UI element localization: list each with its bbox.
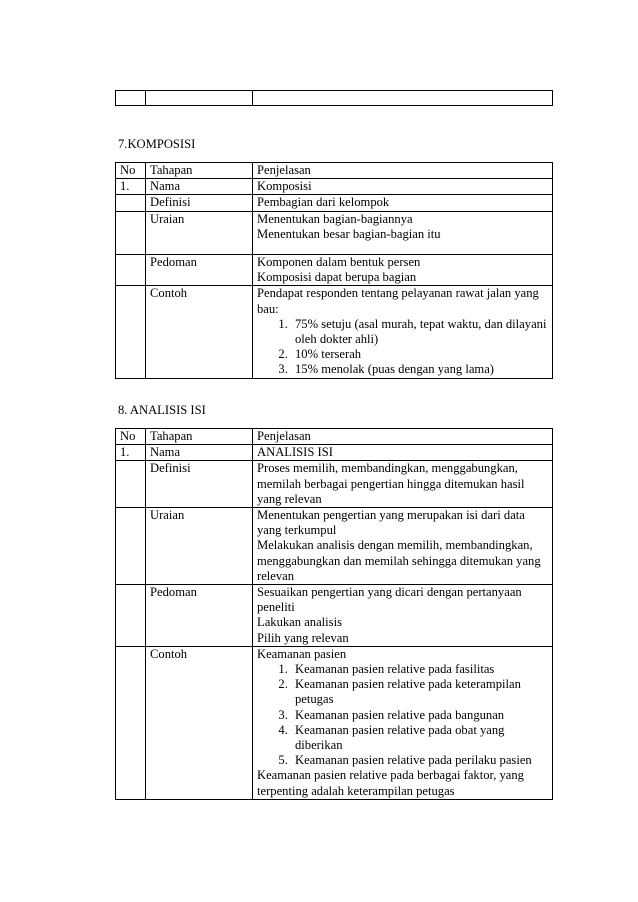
table-row-contoh — [116, 286, 553, 378]
previous-table-fragment — [115, 90, 553, 106]
text-line: Lakukan analisis — [257, 615, 342, 630]
row-label: Definisi — [146, 195, 253, 211]
list-item: 2. 10% terserah — [291, 347, 548, 362]
text-line: Menentukan bagian-bagiannya — [257, 211, 413, 226]
row-value — [253, 585, 553, 647]
table-row-uraian — [116, 508, 553, 585]
text-line: Menentukan besar bagian-bagian itu — [257, 226, 441, 241]
contoh-list — [257, 662, 548, 768]
list-item: 2. Keamanan pasien relative pada keterampilan petugas — [291, 677, 548, 707]
row-label: Definisi — [146, 461, 253, 508]
row-value — [253, 286, 553, 378]
table-row-pedoman — [116, 585, 553, 647]
table-row-nama — [116, 179, 553, 195]
text-line: Komposisi dapat berupa bagian — [257, 270, 417, 285]
table-header-row — [116, 429, 553, 445]
empty-table-row — [116, 91, 553, 106]
row-value — [253, 508, 553, 585]
text-line: Sesuaikan pengertian yang dicari dengan pertanyaan peneliti — [257, 585, 522, 615]
table-row-contoh — [116, 646, 553, 799]
row-value — [253, 255, 553, 286]
row-label: Uraian — [146, 211, 253, 254]
table-row-uraian — [116, 211, 553, 254]
table-row-pedoman — [116, 255, 553, 286]
text-line: Pilih yang relevan — [257, 630, 349, 645]
table-row-definisi — [116, 461, 553, 508]
header-no: No — [116, 429, 146, 445]
text-line: Melakukan analisis dengan memilih, membandingkan, menggabungkan dan memilah sehingga ditemukan yang relevan — [257, 538, 541, 583]
list-item: 3. 15% menolak (puas dengan yang lama) — [291, 362, 548, 377]
contoh-list — [257, 317, 548, 378]
list-item: 5. Keamanan pasien relative pada perilaku pasien — [291, 753, 548, 768]
empty-cell — [116, 91, 146, 106]
row-label: Pedoman — [146, 255, 253, 286]
row-label: Nama — [146, 179, 253, 195]
row-value — [253, 211, 553, 254]
header-penjelasan: Penjelasan — [253, 163, 553, 179]
contoh-conclusion: Keamanan pasien relative pada berbagai faktor, yang terpenting adalah keterampilan petugas — [257, 768, 524, 798]
header-tahapan: Tahapan — [146, 163, 253, 179]
header-no: No — [116, 163, 146, 179]
row-value: Komposisi — [253, 179, 553, 195]
section-title-analisis-isi: 8. ANALISIS ISI — [118, 403, 206, 417]
row-value: ANALISIS ISI — [253, 445, 553, 461]
list-item: 1. Keamanan pasien relative pada fasilitas — [291, 662, 548, 677]
empty-cell — [146, 91, 253, 106]
header-tahapan: Tahapan — [146, 429, 253, 445]
row-value: Proses memilih, membandingkan, menggabungkan, memilah berbagai pengertian hingga ditemukan hasil yang relevan — [253, 461, 553, 508]
text-line: Menentukan pengertian yang merupakan isi dari data yang terkumpul — [257, 508, 525, 538]
row-label: Contoh — [146, 286, 253, 378]
row-value: Pembagian dari kelompok — [253, 195, 553, 211]
header-penjelasan: Penjelasan — [253, 429, 553, 445]
list-item: 4. Keamanan pasien relative pada obat yang diberikan — [291, 723, 548, 753]
table-row-definisi — [116, 195, 553, 211]
row-value — [253, 646, 553, 799]
row-label: Nama — [146, 445, 253, 461]
list-item: 1. 75% setuju (asal murah, tepat waktu, dan dilayani oleh dokter ahli) — [291, 317, 548, 347]
row-number: 1. — [116, 445, 146, 461]
contoh-intro: Keamanan pasien — [257, 646, 347, 661]
row-number: 1. — [116, 179, 146, 195]
contoh-intro: Pendapat responden tentang pelayanan rawat jalan yang bau: — [257, 286, 539, 316]
row-label: Uraian — [146, 508, 253, 585]
list-item: 3. Keamanan pasien relative pada bangunan — [291, 708, 548, 723]
text-line: Komponen dalam bentuk persen — [257, 255, 421, 270]
section-title-komposisi: 7.KOMPOSISI — [118, 137, 196, 151]
row-label: Contoh — [146, 646, 253, 799]
row-label: Pedoman — [146, 585, 253, 647]
empty-cell — [253, 91, 553, 106]
table-header-row — [116, 163, 553, 179]
table-komposisi — [115, 162, 553, 379]
table-row-nama — [116, 445, 553, 461]
table-analisis-isi — [115, 428, 553, 800]
